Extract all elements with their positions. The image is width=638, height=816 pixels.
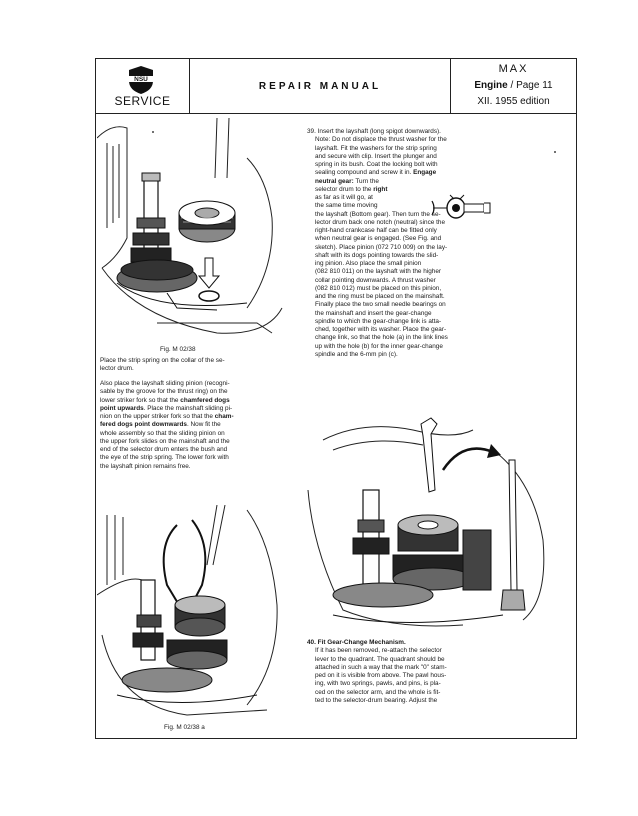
text-line: 39. Insert the layshaft (long spigot downwards). [307, 128, 441, 135]
text-span: sealing compound and screw it in. [315, 169, 412, 177]
stray-mark [554, 151, 556, 153]
text-bold: 40. Fit Gear-Change Mechanism. [307, 639, 406, 646]
text-line: ced on the selector arm, and the whole is fit- [315, 688, 441, 696]
text-bold: chamfered dogs [180, 396, 230, 404]
text-line: (082 810 012) must be placed on this pinion, [315, 284, 442, 292]
edition: XII. 1955 edition [477, 96, 550, 107]
text-line: whole assembly so that the sliding pinion on [100, 429, 225, 437]
text-line: lector drum. [100, 365, 134, 373]
text-line: layshaft. Fit the washers for the strip spring [315, 144, 437, 152]
text-line: change link, so that the hole (a) in the link lines [315, 334, 448, 342]
text-line [315, 178, 507, 186]
text-line: Also place the layshaft sliding pinion (recogni- [100, 380, 230, 387]
text-line: shaft with its dogs pointing towards the slid- [315, 251, 439, 259]
text-span: lower striker fork so that the [100, 396, 181, 404]
manual-header [95, 58, 577, 114]
text-line: as far as it will go, at [315, 194, 373, 201]
text-line: the upper fork slides on the mainshaft and the [100, 437, 230, 445]
text-line: spring in its bush. Coat the locking bolt with [315, 161, 438, 168]
header-info-cell [450, 59, 576, 113]
text-bold: fered dogs point downwards [100, 421, 187, 429]
text-line: Place the strip spring on the collar of the se- [100, 357, 225, 364]
figure-pliers-assembly [97, 505, 292, 720]
section-40-body [307, 647, 507, 705]
text-line: sketch). Place pinion (072 710 009) on the lay- [315, 243, 448, 251]
text-line: If it has been removed, re-attach the selector [315, 647, 442, 655]
figure-2-caption: Fig. M 02/38 a [164, 724, 205, 731]
text-line: lector drum back one notch (neutral) since the [315, 218, 446, 226]
text-line: right-hand crankcase half can be fitted only [315, 227, 437, 234]
section-39-body [307, 136, 507, 359]
text-line: attached in such a way that the mark "0" stam- [315, 663, 447, 671]
text-line: collar pointing downwards. A thrust washer [315, 276, 436, 284]
text-span: selector drum to the [315, 185, 374, 193]
text-line: end of the selector drum enters the bush and [100, 446, 228, 453]
nsu-logo [126, 65, 156, 95]
text-line: Finally place the two small needle bearings on [315, 301, 446, 309]
text-line: up with the hole (b) for the inner gear-change [315, 342, 443, 350]
section-39 [307, 128, 507, 359]
page-number: / Page 11 [507, 80, 553, 91]
text-line: lever to the quadrant. The quadrant should be [315, 655, 445, 663]
left-paragraph-1 [100, 357, 290, 374]
section-40 [307, 639, 507, 705]
text-line: the layshaft (Bottom gear). Then turn the se- [315, 210, 441, 218]
text-line: ing pinion. Also place the small pinion [315, 260, 422, 267]
manual-title: REPAIR MANUAL [258, 81, 382, 92]
text-line: (082 810 011) on the layshaft with the higher [315, 268, 442, 276]
text-span: Turn the [353, 177, 379, 185]
text-line: the same time moving [315, 202, 378, 210]
text-span: nion on the upper striker fork so that the [100, 413, 215, 420]
figure-gear-change-mechanism [303, 410, 573, 632]
logo-text: NSU [134, 76, 148, 83]
text-line: spindle and the 6-mm pin (c). [315, 350, 398, 358]
figure-gearbox-assembly [97, 118, 287, 340]
text-line: the eye of the strip spring. The lower fork with [100, 454, 229, 462]
text-line: and the ring must be placed on the mainshaft. [315, 293, 445, 300]
text-line: ted to the selector-drum bearing. Adjust the [315, 696, 438, 704]
text-span: . Place the mainshaft sliding pi- [143, 404, 233, 412]
page-section: Engine [474, 80, 508, 91]
text-line: sable by the groove for the thrust ring) on the [100, 388, 228, 396]
text-line: ing, with two springs, pawls, and pins, is pla- [315, 680, 441, 688]
text-line: ped on it is visible from above. The pawl hous- [315, 672, 447, 679]
text-line [100, 397, 290, 405]
text-line [315, 169, 507, 177]
selector-drum-sketch [430, 193, 492, 223]
text-line: the mainshaft and insert the gear-change [315, 309, 432, 317]
service-label: SERVICE [114, 94, 171, 108]
text-line: Note: Do not displace the thrust washer for the [315, 136, 447, 144]
header-logo-cell [96, 59, 190, 113]
text-bold: point upwards [100, 404, 144, 412]
text-span: . Now fit the [187, 421, 221, 429]
section-40-heading [307, 639, 507, 647]
text-bold: Engage [413, 169, 437, 177]
text-line: spindle to which the gear-change link is atta- [315, 317, 442, 325]
left-paragraph-2 [100, 380, 290, 471]
text-bold: right [373, 185, 388, 193]
text-line: the layshaft pinion remains free. [100, 462, 191, 470]
text-line: and secure with clip. Insert the plunger and [315, 152, 437, 160]
text-line [100, 421, 290, 429]
text-line [100, 405, 290, 413]
text-line: ched, together with its washer. Place the gear- [315, 326, 447, 333]
model-name: MAX [498, 63, 529, 75]
stray-mark [152, 131, 154, 133]
figure-1-caption: Fig. M 02/38 [160, 346, 196, 353]
text-line [100, 413, 290, 421]
text-line: when neutral gear is engaged. (See Fig. and [315, 235, 442, 243]
text-bold: neutral gear: [315, 177, 354, 185]
text-bold: cham- [214, 413, 234, 420]
page-reference [451, 80, 576, 91]
